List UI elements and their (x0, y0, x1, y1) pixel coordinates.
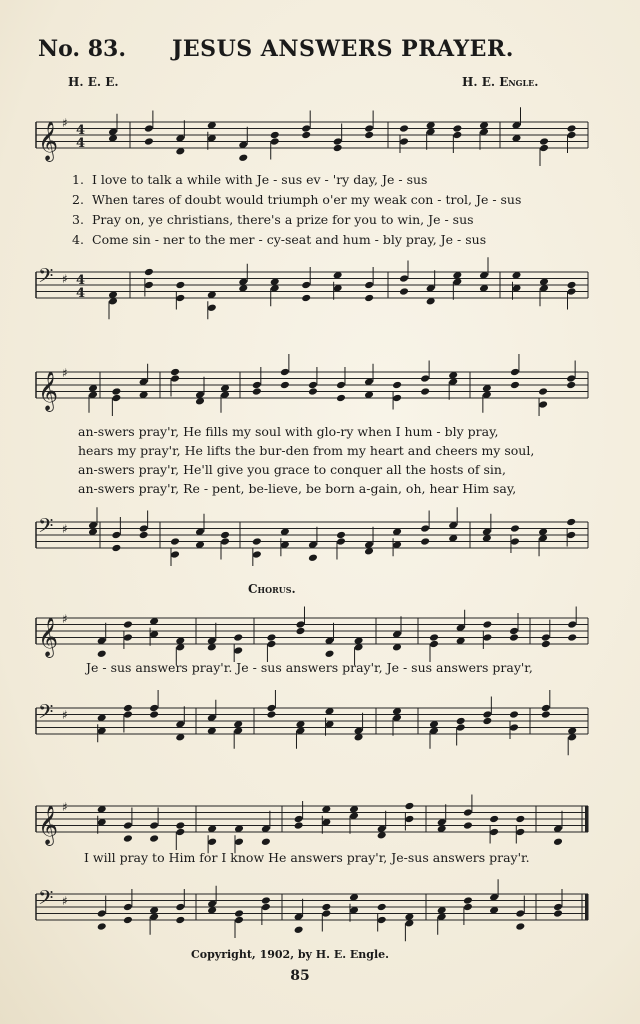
note-head (149, 834, 159, 843)
sharp-icon: ♯ (62, 708, 68, 722)
note-head (266, 640, 276, 649)
sharp-icon: ♯ (62, 800, 68, 814)
note-head (261, 896, 271, 905)
note-head (364, 131, 374, 140)
note-head (420, 387, 430, 396)
note-head (452, 131, 462, 140)
note-head (336, 394, 346, 403)
treble-clef-icon: 𝄞 (38, 805, 59, 845)
note-head (567, 287, 577, 296)
note-head (175, 903, 185, 912)
note-head (541, 710, 551, 719)
note-head (541, 633, 551, 642)
note-head (220, 531, 230, 540)
note-head (233, 646, 243, 655)
note-head (515, 815, 525, 824)
note-head (538, 387, 548, 396)
note-head (482, 717, 492, 726)
treble-staff (0, 108, 640, 168)
note-head (139, 531, 149, 540)
note-head (261, 837, 271, 846)
bass-clef-icon: 𝄢 (38, 700, 54, 728)
time-signature: 4 (76, 286, 86, 301)
note-head (377, 916, 387, 925)
note-head (175, 281, 185, 290)
note-head (294, 815, 304, 824)
treble-staff (0, 792, 640, 852)
note-head (261, 903, 271, 912)
note-head (567, 620, 577, 629)
note-head (111, 531, 121, 540)
note-head (463, 821, 473, 830)
note-head (429, 640, 439, 649)
note-head (515, 828, 525, 837)
note-head (420, 524, 430, 533)
treble-clef-icon: 𝄞 (38, 121, 59, 161)
note-head (301, 294, 311, 303)
note-head (404, 815, 414, 824)
music-credit: H. E. Engle. (462, 75, 539, 89)
note-head (333, 137, 343, 146)
note-head (266, 633, 276, 642)
page-number: 85 (290, 968, 310, 984)
note-head (301, 124, 311, 133)
note-head (220, 537, 230, 546)
note-head (566, 381, 576, 390)
note-head (270, 131, 280, 140)
note-head (294, 821, 304, 830)
chorus-lyric: Je - sus answers pray'r. Je - sus answers pray'r, Je - sus answers pray'r, (86, 660, 533, 675)
note-head (301, 131, 311, 140)
note-head (566, 531, 576, 540)
note-head (170, 368, 180, 377)
note-head (144, 137, 154, 146)
chorus-lyric: I will pray to Him for I know He answers pray'r, Je-sus answers pray'r. (84, 850, 530, 865)
note-head (280, 381, 290, 390)
note-head (420, 374, 430, 383)
note-head (482, 620, 492, 629)
note-head (566, 374, 576, 383)
words-credit: H. E. E. (68, 75, 119, 89)
note-head (123, 704, 133, 713)
note-head (392, 394, 402, 403)
note-head (207, 837, 217, 846)
note-head (266, 704, 276, 713)
hymn-number: No. 83. (38, 36, 126, 62)
note-head (97, 649, 107, 658)
note-head (144, 124, 154, 133)
bass-staff (0, 258, 640, 318)
note-head (336, 537, 346, 546)
note-head (234, 909, 244, 918)
bass-staff (0, 508, 640, 568)
note-head (97, 922, 107, 931)
note-head (238, 153, 248, 162)
verse-line: 2. When tares of doubt would triumph o'er my weak con - trol, Je - sus (72, 192, 522, 207)
note-head (420, 537, 430, 546)
note-head (97, 909, 107, 918)
note-head (553, 903, 563, 912)
note-head (175, 916, 185, 925)
note-head (429, 633, 439, 642)
time-signature: 4 (76, 136, 86, 151)
verse-line: 1. I love to talk a while with Je - sus ev - 'ry day, Je - sus (72, 172, 428, 187)
note-head (567, 281, 577, 290)
note-head (452, 124, 462, 133)
chorus-label: Chorus. (248, 582, 296, 596)
note-head (364, 281, 374, 290)
note-head (123, 633, 133, 642)
note-head (139, 524, 149, 533)
note-head (111, 394, 121, 403)
time-signature: 4 (76, 123, 86, 138)
note-head (489, 828, 499, 837)
treble-clef-icon: 𝄞 (38, 617, 59, 657)
treble-clef-icon: 𝄞 (38, 371, 59, 411)
note-head (123, 821, 133, 830)
verse-line: 4. Come sin - ner to the mer - cy-seat and hum - bly pray, Je - sus (72, 232, 487, 247)
note-head (123, 620, 133, 629)
note-head (294, 925, 304, 934)
treble-staff (0, 604, 640, 664)
note-head (541, 640, 551, 649)
note-head (325, 649, 335, 658)
note-head (541, 704, 551, 713)
note-head (144, 281, 154, 290)
verse-line: an-swers pray'r, He'll give you grace to conquer all the hosts of sin, (78, 462, 506, 477)
note-head (321, 909, 331, 918)
note-head (566, 518, 576, 527)
note-head (170, 550, 180, 559)
note-head (489, 815, 499, 824)
sharp-icon: ♯ (62, 894, 68, 908)
note-head (510, 368, 520, 377)
sharp-icon: ♯ (62, 272, 68, 286)
note-head (510, 381, 520, 390)
note-head (252, 387, 262, 396)
sharp-icon: ♯ (62, 116, 68, 130)
note-head (233, 633, 243, 642)
note-head (175, 294, 185, 303)
note-head (539, 144, 549, 153)
bass-clef-icon: 𝄢 (38, 514, 54, 542)
note-head (301, 281, 311, 290)
verse-line: 3. Pray on, ye christians, there's a prize for you to win, Je - sus (72, 212, 474, 227)
note-head (553, 909, 563, 918)
note-head (234, 837, 244, 846)
bass-clef-icon: 𝄢 (38, 264, 54, 292)
note-head (567, 633, 577, 642)
note-head (515, 922, 525, 931)
note-head (404, 802, 414, 811)
bass-clef-icon: 𝄢 (38, 886, 54, 914)
note-head (509, 627, 519, 636)
note-head (553, 837, 563, 846)
note-head (308, 553, 318, 562)
note-head (456, 717, 466, 726)
bass-staff (0, 694, 640, 754)
copyright-notice: Copyright, 1902, by H. E. Engle. (191, 948, 389, 961)
verse-line: hears my pray'r, He lifts the bur-den from my heart and cheers my soul, (78, 443, 535, 458)
note-head (321, 903, 331, 912)
note-head (123, 834, 133, 843)
note-head (509, 633, 519, 642)
note-head (567, 131, 577, 140)
note-head (509, 723, 519, 732)
note-head (463, 896, 473, 905)
note-head (333, 144, 343, 153)
note-head (234, 916, 244, 925)
note-head (510, 537, 520, 546)
note-head (111, 544, 121, 553)
verse-line: an-swers pray'r, He fills my soul with glo-ry when I hum - bly pray, (78, 424, 499, 439)
note-head (509, 710, 519, 719)
note-head (308, 387, 318, 396)
note-head (336, 381, 346, 390)
note-head (399, 274, 409, 283)
note-head (364, 124, 374, 133)
note-head (538, 400, 548, 409)
note-head (207, 303, 217, 312)
note-head (567, 124, 577, 133)
note-head (399, 287, 409, 296)
note-head (482, 633, 492, 642)
note-head (399, 137, 409, 146)
hymn-title: JESUS ANSWERS PRAYER. (172, 36, 514, 62)
sharp-icon: ♯ (62, 366, 68, 380)
note-head (111, 387, 121, 396)
note-head (123, 916, 133, 925)
note-head (252, 537, 262, 546)
note-head (463, 808, 473, 817)
sharp-icon: ♯ (62, 612, 68, 626)
note-head (482, 710, 492, 719)
note-head (336, 531, 346, 540)
note-head (252, 381, 262, 390)
note-head (170, 537, 180, 546)
note-head (456, 723, 466, 732)
note-head (296, 620, 306, 629)
note-head (296, 627, 306, 636)
note-head (175, 821, 185, 830)
note-head (144, 268, 154, 277)
bass-staff (0, 880, 640, 940)
note-head (266, 710, 276, 719)
note-head (149, 704, 159, 713)
note-head (399, 124, 409, 133)
note-head (392, 381, 402, 390)
treble-staff (0, 358, 640, 418)
note-head (149, 710, 159, 719)
note-head (280, 368, 290, 377)
sharp-icon: ♯ (62, 522, 68, 536)
note-head (175, 828, 185, 837)
note-head (170, 374, 180, 383)
note-head (308, 381, 318, 390)
note-head (123, 903, 133, 912)
note-head (364, 294, 374, 303)
note-head (539, 137, 549, 146)
note-head (149, 821, 159, 830)
note-head (510, 524, 520, 533)
note-head (377, 903, 387, 912)
verse-line: an-swers pray'r, Re - pent, be-lieve, be born a-gain, oh, hear Him say, (78, 481, 517, 496)
note-head (252, 550, 262, 559)
note-head (270, 137, 280, 146)
note-head (463, 903, 473, 912)
note-head (123, 710, 133, 719)
note-head (515, 909, 525, 918)
time-signature: 4 (76, 273, 86, 288)
